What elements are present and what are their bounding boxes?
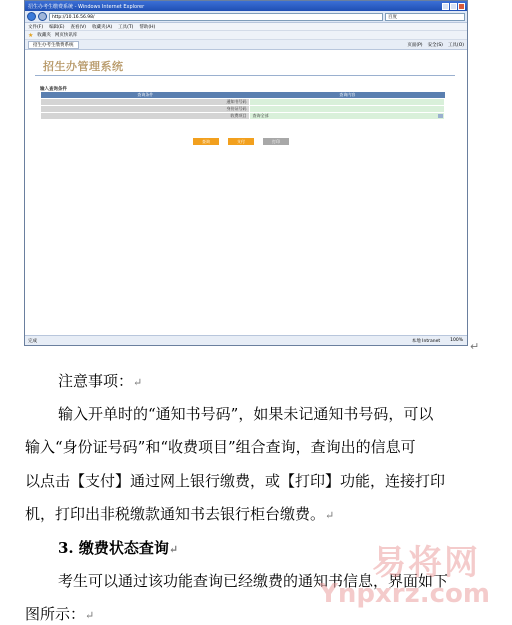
browser-window [24,0,468,346]
query-table [40,92,445,120]
watermark-en: Ynpxrz.com [319,579,490,609]
fee-item-select[interactable] [250,113,445,120]
paragraph-mark: ↵ [470,340,480,353]
address-bar [25,11,467,23]
page-content [25,50,467,336]
fee-item-value: 查询全部 [252,113,269,118]
menu-edit[interactable]: 编辑(E) [49,24,65,30]
row-label: 身份证号码 [41,106,250,113]
status-bar [25,335,467,345]
forward-icon[interactable] [38,12,47,21]
para1-line3: 以点击【支付】通过网上银行缴费，或【打印】功能，连接打印 [25,472,446,490]
back-icon[interactable] [27,12,36,21]
system-title: 招生办管理系统 [43,60,124,73]
favorites-button[interactable]: 收藏夹 [37,33,51,38]
chevron-down-icon[interactable] [438,114,443,118]
maximize-icon[interactable] [450,3,457,10]
browser-title-bar [25,1,467,11]
menu-help[interactable]: 帮助(H) [139,24,156,30]
row-label: 通知书号码 [41,99,250,106]
table-row [41,113,445,120]
menu-bar [25,23,467,31]
para1-line1: 输入开单时的“通知书号码”，如果未记通知书号码，可以 [58,405,434,423]
section-heading: 3. 缴费状态查询↵ [58,539,179,557]
para2-line2: 图所示：↵ [25,605,95,623]
favorites-bar [25,31,467,40]
section-label: 输入查询条件 [40,87,67,92]
minimize-icon[interactable] [442,3,449,10]
zoom-level[interactable]: 100% [450,337,463,343]
tool-page[interactable]: 页面(P) [407,42,423,48]
table-row [41,106,445,113]
notice-number-input[interactable] [250,99,445,106]
notes-heading: 注意事项：↵ [58,372,143,390]
watermark-cn: 易将网 [372,543,480,583]
window-title: 招生办考生缴费系统 - Windows Internet Explorer [28,3,145,10]
tab-active[interactable]: 招生办考生缴费系统 [28,41,79,49]
favorites-link[interactable]: 网页快讯库 [54,33,78,38]
header-condition: 查询条件 [41,92,250,99]
print-button[interactable]: 打印 [263,138,289,145]
id-number-input[interactable] [250,106,445,113]
tool-tools[interactable]: 工具(O) [447,42,464,48]
zone-text: 本地 Intranet [411,338,441,344]
menu-favorites[interactable]: 收藏夹(A) [92,24,113,30]
star-icon: ★ [28,31,34,39]
query-button[interactable]: 查询 [193,138,219,145]
status-text: 完成 [28,338,37,344]
tool-safety[interactable]: 安全(S) [427,42,443,48]
header-content: 查询内容 [250,92,445,99]
table-row [41,99,445,106]
url-input[interactable]: http://10.16.56.98/ [49,13,383,21]
menu-tools[interactable]: 工具(T) [118,24,134,30]
close-icon[interactable] [458,3,465,10]
para1-line4: 机，打印出非税缴款通知书去银行柜台缴费。↵ [25,505,335,523]
banner-divider [35,75,455,76]
para2-line1: 考生可以通过该功能查询已经缴费的通知书信息，界面如下 [58,572,449,590]
para1-line2: 输入“身份证号码”和“收费项目”组合查询，查询出的信息可 [25,438,416,456]
tab-bar [25,40,467,50]
pay-button[interactable]: 支付 [228,138,254,145]
row-label: 收费项目 [41,113,250,120]
menu-view[interactable]: 查看(V) [70,24,87,30]
menu-file[interactable]: 文件(F) [28,24,44,30]
search-input[interactable]: 百度 [385,13,465,21]
